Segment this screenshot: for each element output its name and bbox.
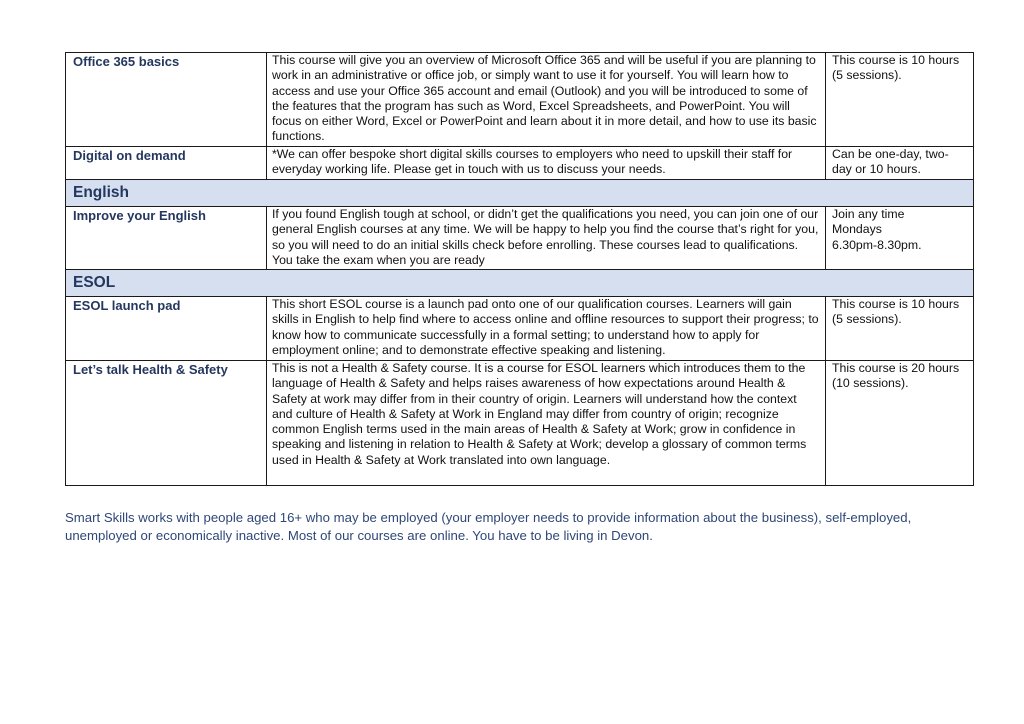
duration-line: Mondays <box>832 222 882 237</box>
section-header-english <box>66 180 974 207</box>
section-title: English <box>66 180 974 207</box>
course-row-improve-your-english <box>66 207 974 270</box>
course-description: This course will give you an overview of Microsoft Office 365 and will be useful if you are planning to work in an administrative or office job, or simply want to use it for yourself. You will learn how to access and use your Office 365 account and email (Outlook) and you will be introduced to some of the features that the program has such as Word, Excel Spreadsheets, and PowerPoint. You will focus on either Word, Excel or PowerPoint and learn about it in more detail, and how to use its basic functions. <box>267 53 826 147</box>
course-duration: Can be one-day, two-day or 10 hours. <box>826 147 974 180</box>
duration-line: Join any time <box>832 207 905 221</box>
course-name: Office 365 basics <box>66 53 267 147</box>
course-name: ESOL launch pad <box>66 297 267 361</box>
section-title: ESOL <box>66 270 974 297</box>
course-name: Improve your English <box>66 207 267 270</box>
course-row-health-and-safety <box>66 361 974 486</box>
eligibility-note: Smart Skills works with people aged 16+ who may be employed (your employer needs to provide information about the business), self-employed, unemployed or economically inactive. Most of our courses are online. You have to be living in Devon. <box>65 510 912 543</box>
course-name: Digital on demand <box>66 147 267 180</box>
course-duration: This course is 20 hours (10 sessions). <box>826 361 974 486</box>
course-description: *We can offer bespoke short digital skills courses to employers who need to upskill their staff for everyday working life. Please get in touch with us to discuss your needs. <box>267 147 826 180</box>
course-description: This short ESOL course is a launch pad onto one of our qualification courses. Learners will gain skills in English to help find where to access online and offline resources to support their progress; to know how to communicate successfully in a formal setting; to understand how to apply for employment online; and to demonstrate effective speaking and listening. <box>267 297 826 361</box>
course-table <box>65 52 974 486</box>
course-duration: This course is 10 hours (5 sessions). <box>826 297 974 361</box>
course-duration: This course is 10 hours (5 sessions). <box>826 53 974 147</box>
course-row-esol-launch-pad <box>66 297 974 361</box>
course-description: This is not a Health & Safety course. It is a course for ESOL learners which introduces them to the language of Health & Safety and helps raises awareness of how expectations around Health & Safety at work may differ from in their country of origin. Learners will understand how the context and culture of Health & Safety at Work in England may differ from country of origin; recognize common English terms used in the main areas of Health & Safety at Work; grow in confidence in speaking and listening in relation to Health & Safety at Work; develop a glossary of common terms used in Health & Safety at Work translated into own language. <box>267 361 826 486</box>
duration-line: 6.30pm-8.30pm. <box>832 237 922 252</box>
course-row-office-365-basics <box>66 53 974 147</box>
course-name: Let’s talk Health & Safety <box>66 361 267 486</box>
section-header-esol <box>66 270 974 297</box>
course-duration <box>826 207 974 270</box>
course-row-digital-on-demand <box>66 147 974 180</box>
course-description: If you found English tough at school, or didn’t get the qualifications you need, you can join one of our general English courses at any time. We will be happy to help you find the course that’s right for you, so you will need to do an initial skills check before enrolling. These courses lead to qualifications. You take the exam when you are ready <box>267 207 826 270</box>
